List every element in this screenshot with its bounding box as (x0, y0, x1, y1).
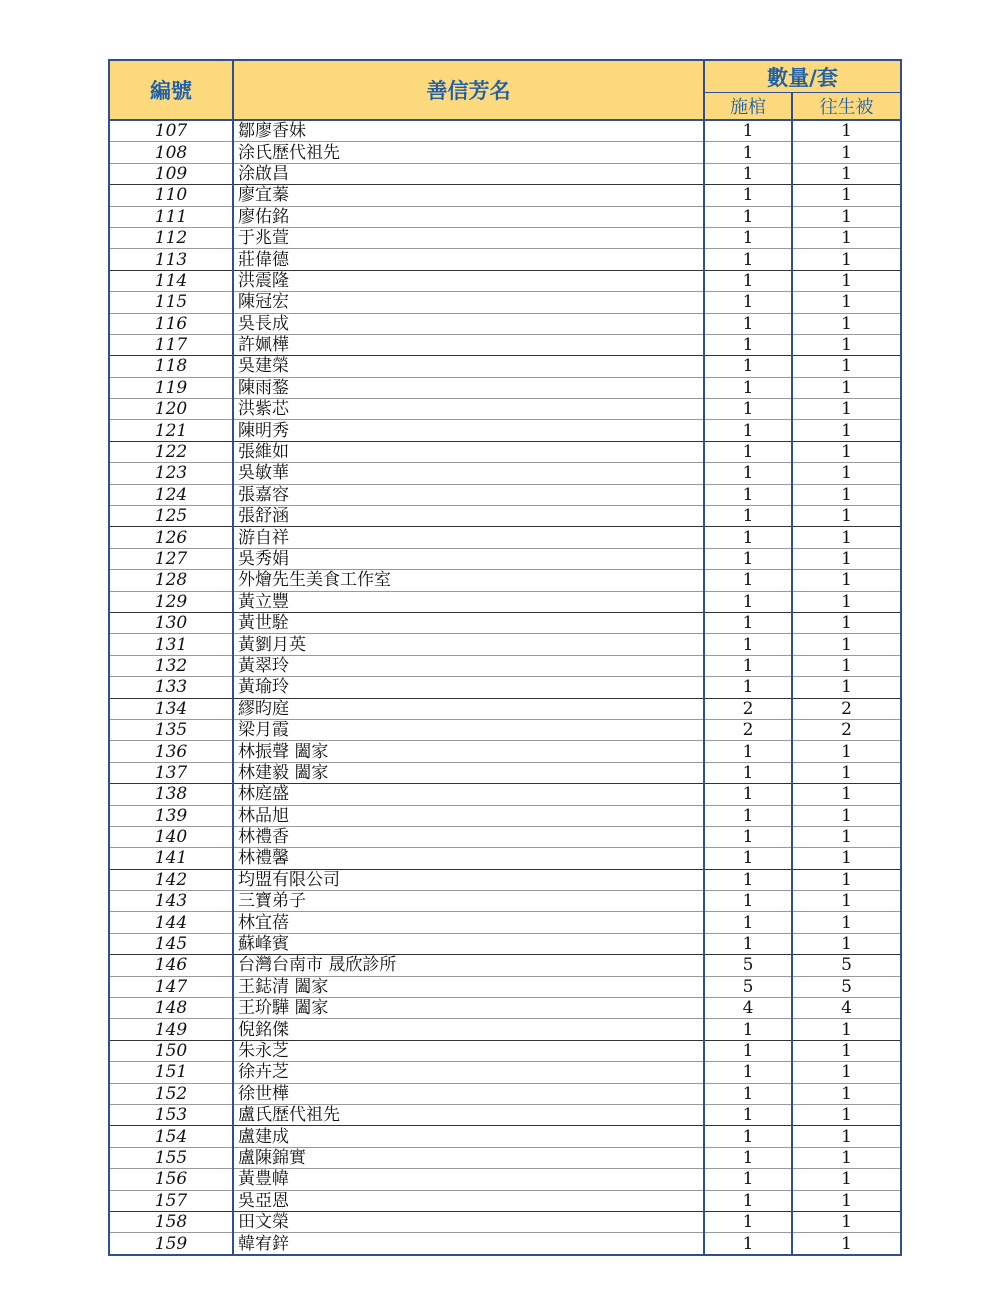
row-name: 莊偉德 (233, 249, 704, 270)
row-id: 143 (109, 891, 233, 912)
row-name: 徐世樺 (233, 1083, 704, 1104)
row-shroud-qty: 1 (792, 292, 901, 313)
row-name: 林禮香 (233, 826, 704, 847)
row-shroud-qty: 5 (792, 955, 901, 976)
row-name: 涂啟昌 (233, 163, 704, 184)
row-id: 141 (109, 848, 233, 869)
row-coffin-qty: 1 (704, 655, 792, 676)
row-shroud-qty: 1 (792, 356, 901, 377)
row-id: 137 (109, 762, 233, 783)
row-name: 朱永芝 (233, 1040, 704, 1061)
row-id: 120 (109, 399, 233, 420)
header-coffin: 施棺 (704, 93, 792, 121)
row-name: 吳亞恩 (233, 1190, 704, 1211)
row-id: 158 (109, 1211, 233, 1232)
row-coffin-qty: 1 (704, 313, 792, 334)
row-id: 150 (109, 1040, 233, 1061)
row-coffin-qty: 1 (704, 142, 792, 163)
row-coffin-qty: 1 (704, 1062, 792, 1083)
table-row (109, 377, 901, 398)
table-row (109, 784, 901, 805)
row-shroud-qty: 1 (792, 120, 901, 142)
row-id: 126 (109, 527, 233, 548)
row-coffin-qty: 1 (704, 270, 792, 291)
row-shroud-qty: 1 (792, 506, 901, 527)
row-shroud-qty: 1 (792, 206, 901, 227)
row-shroud-qty: 1 (792, 933, 901, 954)
table-row (109, 677, 901, 698)
header-id: 編號 (109, 60, 233, 120)
row-shroud-qty: 1 (792, 441, 901, 462)
table-row (109, 634, 901, 655)
row-shroud-qty: 2 (792, 719, 901, 740)
row-name: 黃劉月英 (233, 634, 704, 655)
row-coffin-qty: 1 (704, 292, 792, 313)
table-row (109, 805, 901, 826)
row-id: 125 (109, 506, 233, 527)
row-coffin-qty: 1 (704, 377, 792, 398)
row-shroud-qty: 1 (792, 420, 901, 441)
row-coffin-qty: 1 (704, 677, 792, 698)
row-id: 144 (109, 912, 233, 933)
row-name: 盧建成 (233, 1126, 704, 1147)
row-id: 113 (109, 249, 233, 270)
row-coffin-qty: 1 (704, 762, 792, 783)
row-name: 吳秀娟 (233, 548, 704, 569)
row-coffin-qty: 1 (704, 1040, 792, 1061)
row-shroud-qty: 1 (792, 1169, 901, 1190)
table-row (109, 334, 901, 355)
table-row (109, 527, 901, 548)
row-coffin-qty: 4 (704, 998, 792, 1019)
row-name: 蘇峰賓 (233, 933, 704, 954)
row-shroud-qty: 1 (792, 399, 901, 420)
row-shroud-qty: 1 (792, 1019, 901, 1040)
header-quantity: 數量/套 (704, 60, 901, 93)
row-id: 107 (109, 120, 233, 142)
row-coffin-qty: 1 (704, 163, 792, 184)
row-shroud-qty: 1 (792, 185, 901, 206)
row-coffin-qty: 1 (704, 527, 792, 548)
row-coffin-qty: 1 (704, 1083, 792, 1104)
row-coffin-qty: 1 (704, 463, 792, 484)
row-name: 吳建榮 (233, 356, 704, 377)
table-row (109, 591, 901, 612)
row-coffin-qty: 1 (704, 634, 792, 655)
row-id: 114 (109, 270, 233, 291)
row-shroud-qty: 1 (792, 1147, 901, 1168)
row-coffin-qty: 1 (704, 869, 792, 890)
row-shroud-qty: 1 (792, 848, 901, 869)
table-row (109, 356, 901, 377)
row-name: 黃瑜玲 (233, 677, 704, 698)
row-name: 盧陳錦實 (233, 1147, 704, 1168)
table-row (109, 612, 901, 633)
row-name: 倪銘傑 (233, 1019, 704, 1040)
row-id: 124 (109, 484, 233, 505)
row-id: 131 (109, 634, 233, 655)
row-id: 117 (109, 334, 233, 355)
row-shroud-qty: 1 (792, 1126, 901, 1147)
row-name: 黃豊幃 (233, 1169, 704, 1190)
row-name: 黃世駩 (233, 612, 704, 633)
row-coffin-qty: 1 (704, 185, 792, 206)
row-id: 149 (109, 1019, 233, 1040)
row-shroud-qty: 2 (792, 698, 901, 719)
table-row (109, 826, 901, 847)
row-coffin-qty: 1 (704, 741, 792, 762)
row-id: 122 (109, 441, 233, 462)
table-row (109, 1062, 901, 1083)
row-id: 130 (109, 612, 233, 633)
row-shroud-qty: 1 (792, 762, 901, 783)
table-row (109, 655, 901, 676)
table-row (109, 1211, 901, 1232)
row-id: 145 (109, 933, 233, 954)
row-shroud-qty: 1 (792, 677, 901, 698)
row-shroud-qty: 1 (792, 334, 901, 355)
table-row (109, 1040, 901, 1061)
row-name: 張維如 (233, 441, 704, 462)
table-row (109, 142, 901, 163)
row-shroud-qty: 1 (792, 591, 901, 612)
row-id: 135 (109, 719, 233, 740)
row-name: 游自祥 (233, 527, 704, 548)
row-coffin-qty: 1 (704, 420, 792, 441)
row-name: 繆昀庭 (233, 698, 704, 719)
table-row (109, 1233, 901, 1255)
row-coffin-qty: 1 (704, 484, 792, 505)
row-name: 廖宜蓁 (233, 185, 704, 206)
row-id: 156 (109, 1169, 233, 1190)
row-shroud-qty: 1 (792, 784, 901, 805)
row-coffin-qty: 1 (704, 1190, 792, 1211)
row-id: 138 (109, 784, 233, 805)
row-id: 155 (109, 1147, 233, 1168)
row-name: 台灣台南市 晟欣診所 (233, 955, 704, 976)
row-shroud-qty: 1 (792, 1233, 901, 1255)
row-coffin-qty: 1 (704, 826, 792, 847)
row-coffin-qty: 2 (704, 698, 792, 719)
row-name: 林品旭 (233, 805, 704, 826)
row-coffin-qty: 1 (704, 912, 792, 933)
row-name: 洪紫芯 (233, 399, 704, 420)
row-coffin-qty: 1 (704, 1233, 792, 1255)
row-shroud-qty: 1 (792, 270, 901, 291)
row-id: 129 (109, 591, 233, 612)
row-name: 許姵樺 (233, 334, 704, 355)
table-row (109, 762, 901, 783)
row-coffin-qty: 2 (704, 719, 792, 740)
row-name: 于兆萱 (233, 227, 704, 248)
row-coffin-qty: 1 (704, 612, 792, 633)
donor-table (108, 59, 902, 1256)
row-name: 黃翠玲 (233, 655, 704, 676)
row-id: 133 (109, 677, 233, 698)
table-row (109, 548, 901, 569)
row-name: 王鋕清 闔家 (233, 976, 704, 997)
row-id: 111 (109, 206, 233, 227)
row-name: 梁月霞 (233, 719, 704, 740)
row-coffin-qty: 1 (704, 548, 792, 569)
row-id: 154 (109, 1126, 233, 1147)
row-id: 153 (109, 1104, 233, 1125)
table-row (109, 698, 901, 719)
row-name: 林振聲 闔家 (233, 741, 704, 762)
table-row (109, 163, 901, 184)
row-id: 116 (109, 313, 233, 334)
table-row (109, 1104, 901, 1125)
row-name: 林禮馨 (233, 848, 704, 869)
row-shroud-qty: 1 (792, 869, 901, 890)
row-coffin-qty: 1 (704, 891, 792, 912)
header-shroud: 往生被 (792, 93, 901, 121)
table-row (109, 420, 901, 441)
row-shroud-qty: 1 (792, 1062, 901, 1083)
row-name: 林庭盛 (233, 784, 704, 805)
row-coffin-qty: 1 (704, 206, 792, 227)
row-shroud-qty: 1 (792, 377, 901, 398)
table-row (109, 1083, 901, 1104)
row-id: 128 (109, 570, 233, 591)
table-row (109, 912, 901, 933)
row-shroud-qty: 1 (792, 527, 901, 548)
row-id: 121 (109, 420, 233, 441)
row-name: 田文榮 (233, 1211, 704, 1232)
table-row (109, 1126, 901, 1147)
row-shroud-qty: 1 (792, 1104, 901, 1125)
table-row (109, 1169, 901, 1190)
row-name: 涂氏歷代祖先 (233, 142, 704, 163)
row-shroud-qty: 1 (792, 655, 901, 676)
row-name: 徐卉芝 (233, 1062, 704, 1083)
row-shroud-qty: 1 (792, 1083, 901, 1104)
row-name: 陳雨鍪 (233, 377, 704, 398)
table-row (109, 313, 901, 334)
table-row (109, 249, 901, 270)
row-id: 136 (109, 741, 233, 762)
row-coffin-qty: 1 (704, 249, 792, 270)
row-shroud-qty: 1 (792, 570, 901, 591)
row-shroud-qty: 1 (792, 1190, 901, 1211)
table-row (109, 933, 901, 954)
row-shroud-qty: 1 (792, 163, 901, 184)
row-coffin-qty: 1 (704, 399, 792, 420)
row-name: 陳冠宏 (233, 292, 704, 313)
table-row (109, 441, 901, 462)
row-id: 118 (109, 356, 233, 377)
row-shroud-qty: 1 (792, 1040, 901, 1061)
row-coffin-qty: 1 (704, 356, 792, 377)
table-row (109, 741, 901, 762)
row-name: 三寶弟子 (233, 891, 704, 912)
table-row (109, 869, 901, 890)
row-shroud-qty: 1 (792, 612, 901, 633)
row-name: 張嘉容 (233, 484, 704, 505)
row-coffin-qty: 1 (704, 120, 792, 142)
table-row (109, 998, 901, 1019)
row-id: 147 (109, 976, 233, 997)
table-row (109, 270, 901, 291)
row-coffin-qty: 5 (704, 976, 792, 997)
row-shroud-qty: 1 (792, 741, 901, 762)
row-id: 139 (109, 805, 233, 826)
row-name: 吳敏華 (233, 463, 704, 484)
row-shroud-qty: 1 (792, 1211, 901, 1232)
row-shroud-qty: 1 (792, 548, 901, 569)
table-row (109, 506, 901, 527)
row-coffin-qty: 1 (704, 227, 792, 248)
row-coffin-qty: 1 (704, 1211, 792, 1232)
table-row (109, 484, 901, 505)
table-row (109, 891, 901, 912)
row-id: 151 (109, 1062, 233, 1083)
row-coffin-qty: 1 (704, 591, 792, 612)
row-id: 152 (109, 1083, 233, 1104)
row-name: 林建毅 闔家 (233, 762, 704, 783)
row-coffin-qty: 5 (704, 955, 792, 976)
row-id: 148 (109, 998, 233, 1019)
row-name: 均盟有限公司 (233, 869, 704, 890)
table-row (109, 570, 901, 591)
row-id: 159 (109, 1233, 233, 1255)
row-coffin-qty: 1 (704, 848, 792, 869)
row-coffin-qty: 1 (704, 933, 792, 954)
table-row (109, 292, 901, 313)
row-shroud-qty: 1 (792, 249, 901, 270)
row-shroud-qty: 1 (792, 826, 901, 847)
table-body (109, 120, 901, 1255)
row-id: 115 (109, 292, 233, 313)
row-shroud-qty: 1 (792, 463, 901, 484)
table-row (109, 1147, 901, 1168)
row-id: 109 (109, 163, 233, 184)
row-shroud-qty: 1 (792, 142, 901, 163)
table-row (109, 1019, 901, 1040)
row-name: 韓宥鋅 (233, 1233, 704, 1255)
row-id: 140 (109, 826, 233, 847)
header-name: 善信芳名 (233, 60, 704, 120)
row-name: 張舒涵 (233, 506, 704, 527)
table-row (109, 227, 901, 248)
row-id: 134 (109, 698, 233, 719)
row-name: 外燴先生美食工作室 (233, 570, 704, 591)
table-row (109, 848, 901, 869)
row-shroud-qty: 4 (792, 998, 901, 1019)
row-shroud-qty: 1 (792, 227, 901, 248)
table-row (109, 1190, 901, 1211)
row-shroud-qty: 1 (792, 912, 901, 933)
row-name: 林宜蓓 (233, 912, 704, 933)
row-name: 王玠驊 闔家 (233, 998, 704, 1019)
row-coffin-qty: 1 (704, 441, 792, 462)
row-id: 142 (109, 869, 233, 890)
row-coffin-qty: 1 (704, 805, 792, 826)
row-coffin-qty: 1 (704, 334, 792, 355)
table-row (109, 185, 901, 206)
row-name: 洪震隆 (233, 270, 704, 291)
row-shroud-qty: 1 (792, 891, 901, 912)
row-coffin-qty: 1 (704, 1104, 792, 1125)
row-id: 108 (109, 142, 233, 163)
row-coffin-qty: 1 (704, 570, 792, 591)
row-name: 盧氏歷代祖先 (233, 1104, 704, 1125)
row-shroud-qty: 1 (792, 313, 901, 334)
table-row (109, 955, 901, 976)
row-id: 132 (109, 655, 233, 676)
row-coffin-qty: 1 (704, 506, 792, 527)
row-name: 陳明秀 (233, 420, 704, 441)
row-coffin-qty: 1 (704, 784, 792, 805)
row-shroud-qty: 1 (792, 484, 901, 505)
row-name: 吳長成 (233, 313, 704, 334)
table-row (109, 463, 901, 484)
row-coffin-qty: 1 (704, 1147, 792, 1168)
row-shroud-qty: 1 (792, 634, 901, 655)
row-name: 廖佑銘 (233, 206, 704, 227)
row-coffin-qty: 1 (704, 1169, 792, 1190)
row-id: 112 (109, 227, 233, 248)
row-name: 黃立豐 (233, 591, 704, 612)
table-row (109, 206, 901, 227)
row-coffin-qty: 1 (704, 1126, 792, 1147)
row-id: 127 (109, 548, 233, 569)
row-coffin-qty: 1 (704, 1019, 792, 1040)
row-id: 110 (109, 185, 233, 206)
row-name: 鄒廖香妹 (233, 120, 704, 142)
table-row (109, 120, 901, 142)
row-id: 157 (109, 1190, 233, 1211)
row-id: 123 (109, 463, 233, 484)
row-shroud-qty: 1 (792, 805, 901, 826)
row-id: 146 (109, 955, 233, 976)
table-row (109, 399, 901, 420)
row-shroud-qty: 5 (792, 976, 901, 997)
table-row (109, 719, 901, 740)
row-id: 119 (109, 377, 233, 398)
table-row (109, 976, 901, 997)
